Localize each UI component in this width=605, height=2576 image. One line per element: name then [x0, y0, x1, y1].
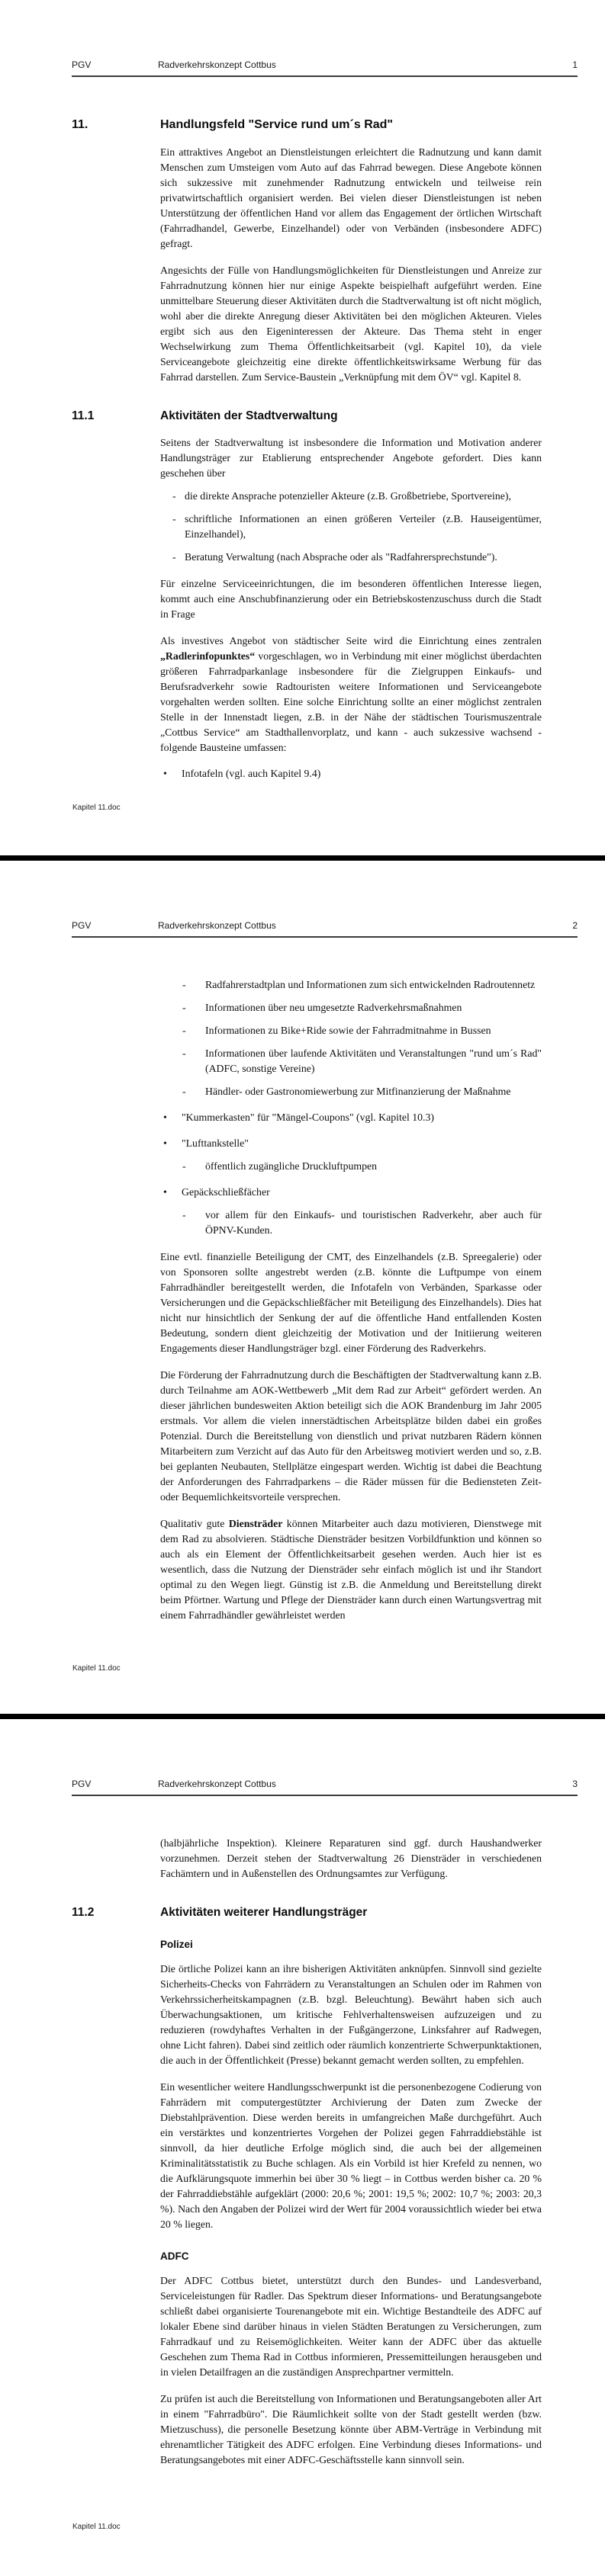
page-content: [0, 117, 605, 781]
dash-icon: -: [182, 1025, 186, 1036]
list-item: [160, 512, 542, 542]
header-page-number: 1: [572, 59, 578, 70]
list-item-text: schriftliche Informationen an einen größeren Verteiler (z.B. Hauseigentümer, Einzelhandel),: [185, 513, 542, 540]
section-heading-row: [72, 117, 605, 133]
paragraph-run: (halbjährliche Inspektion). Kleinere Reparaturen sind ggf. durch Haushandwerker vorzunehmen. Derzeit stehen der Stadtverwaltung 26 Diensträder in verschiedenen Fachämtern und in Außenstellen des Ordnungsamtes zur Verfügung.: [160, 1837, 542, 1879]
page-footer-filename: Kapitel 11.doc: [72, 804, 121, 812]
page-content: [0, 1836, 605, 2468]
dash-icon: -: [182, 1209, 186, 1221]
paragraph: [160, 1962, 542, 2068]
page-content: [0, 977, 605, 1623]
list-item-text: Informationen über neu umgesetzte Radverkehrsmaßnahmen: [205, 1002, 462, 1013]
paragraph: [160, 576, 542, 622]
bullet-icon: •: [163, 1137, 167, 1149]
list-item-text: Radfahrerstadtplan und Informationen zum sich entwickelnden Radroutennetz: [205, 979, 536, 990]
subsection-heading: Polizei: [160, 1939, 193, 1950]
list-item-text: "Lufttankstelle": [182, 1137, 249, 1149]
dash-icon: -: [172, 513, 176, 525]
page-separator: [0, 1714, 605, 1719]
document-page: [0, 1719, 605, 2576]
list-item: [182, 1208, 542, 1238]
dash-icon: -: [182, 1047, 186, 1059]
paragraph-run: vorgeschlagen, wo in Verbindung mit einer möglichst überdachten größeren Fahrradparkanlage insbesondere für die Zielgruppen Einkaufs- und Berufsradverkehr sowie Radtouristen weitere Informationen und Serviceangebote vorgehalten werden sollten. Eine solche Einrichtung sollte an einer möglichst zentralen Stelle in der Innenstadt liegen, z.B. in der Nähe der städtischen Tourismuszentrale „Cottbus Service“ am Stadthallenvorplatz, und kann - auch sukzessive wachsend - folgende Bausteine umfassen:: [160, 650, 542, 753]
list-item-text: vor allem für den Einkaufs- und touristischen Radverkehr, aber auch für ÖPNV-Kunden.: [205, 1209, 542, 1236]
section-number: 11.1: [72, 409, 95, 422]
list-item-text: Informationen über laufende Aktivitäten und Veranstaltungen "rund um´s Rad" (ADFC, sonstige Vereine): [205, 1047, 542, 1074]
paragraph-run: Eine evtl. finanzielle Beteiligung der CMT, des Einzelhandels (z.B. Spreegalerie) oder von Sponsoren sollte angestrebt werden (z.B. könnte die Luftpumpe von einem Fahrradhändler bereitgestellt werden, die Infotafeln von Verbänden, Sparkasse oder Versicherungen und die Gepäckschließfächer mit Beteiligung des Einzelhandels). Dies hat nicht nur hinsichtlich der Senkung der auf die öffentliche Hand entfallenden Kosten Bedeutung, sondern dient gleichzeitig der Motivation und der Initiierung weiteren Engagements dieser Handlungsträger bzgl. einer Förderung des Radverkehrs.: [160, 1251, 542, 1354]
paragraph-run: Die örtliche Polizei kann an ihre bisherigen Aktivitäten anknüpfen. Sinnvoll sind gezielte Sicherheits-Checks von Fahrrädern zu Veranstaltungen an Schulen oder im Rahmen von Verkehrssicherheitskampagnen (z.B. bzgl. Beleuchtung). Bewährt haben sich auch Überwachungsaktionen, um kritische Fehlverhaltensweisen aufzuzeigen und zu reduzieren (rowdyhaftes Verhalten in der Fußgängerzone, Linksfahrer auf Radwegen, ohne Licht fahren). Dabei sind zeitlich oder räumlich konzentrierte Schwerpunktaktionen, die auch in der Öffentlichkeit (Presse) bekannt gemacht werden sollten, zu empfehlen.: [160, 1963, 542, 2066]
list-item: [160, 766, 542, 781]
paragraph: [160, 1516, 542, 1623]
list-item: [182, 1046, 542, 1076]
paragraph: [160, 263, 542, 385]
paragraph-run: Ein wesentlicher weitere Handlungsschwerpunkt ist die personenbezogene Codierung von Fahrrädern mit computergestützter Archivierung der Daten zum Zwecke der Diebstahlprävention. Diese werden bereits in umfangreichen Maße durchgeführt. Auch ein verstärktes und konzentriertes Vorgehen der Polizei gegen Fahrraddiebstähle ist sinnvoll, da hier deutliche Erfolge möglich sind, die auch bei der allgemeinen Kriminalitätsstatistik zu Buche schlagen. Als ein Vorbild ist hier Krefeld zu nennen, wo die Aufklärungsquote immerhin bei über 30 % liegt – in Cottbus werden bisher ca. 20 % der Fahrraddiebstähle aufgeklärt (2000: 20,6 %; 2001: 19,5 %; 2002: 10,7 %; 2003: 20,3 %). Nach den Angaben der Polizei wird der Wert für 2004 voraussichtlich wieder bei etwa 20 % liegen.: [160, 2081, 542, 2230]
header-page-number: 3: [572, 1779, 578, 1789]
paragraph: [160, 435, 542, 481]
dash-icon: -: [182, 1160, 186, 1172]
paragraph-bold-run: „Radlerinfopunktes“: [160, 650, 256, 662]
list-item: [160, 1185, 542, 1200]
section-number: 11.: [72, 118, 88, 131]
page-header: [72, 920, 578, 938]
document-page: [0, 861, 605, 1714]
list-item: [160, 1110, 542, 1125]
header-page-number: 2: [572, 920, 578, 931]
dash-icon: -: [182, 1086, 186, 1097]
list-item-text: öffentlich zugängliche Druckluftpumpen: [205, 1160, 378, 1172]
list-item-text: Händler- oder Gastronomiewerbung zur Mitfinanzierung der Maßnahme: [205, 1086, 511, 1097]
dash-icon: -: [172, 490, 176, 502]
section-heading-row: [72, 1904, 605, 1920]
paragraph-run: Der ADFC Cottbus bietet, unterstützt durch den Bundes- und Landesverband, Serviceleistungen für Radler. Das Spektrum dieser Informations- und Beratungsangebote schließt dabei organisierte Tourenangebote mit ein. Wichtige Bestandteile des ADFC auf lokaler Ebene sind darüber hinaus in vielen Städten Beratungen zu Versicherungen, zum Fahrradkauf und zu Reisemöglichkeiten. Weiter kann der ADFC über das aktuelle Geschehen zum Thema Rad in Cottbus informieren, Pressemitteilungen herausgeben und in vielen Detailfragen an die zuständigen Ansprechpartner vermitteln.: [160, 2275, 542, 2378]
bullet-icon: •: [163, 1186, 167, 1198]
paragraph-run: Zu prüfen ist auch die Bereitstellung von Informationen und Beratungsangeboten aller Art in einem "Fahrradbüro". Die Räumlichkeit sollte von der Stadt gestellt werden (bzw. Mietzuschuss), die personelle Besetzung könnte über ABM-Verträge in Verbindung mit ehrenamtlicher Tätigkeit des ADFC erfolgen. Eine Verbindung dieses Informations- und Beratungsangebotes mit einer ADFC-Geschäftsstelle kann sinnvoll sein.: [160, 2393, 542, 2465]
header-org-label: PGV: [72, 920, 92, 931]
list-item: [182, 1159, 542, 1174]
paragraph-run: Seitens der Stadtverwaltung ist insbesondere die Information und Motivation anderer Handlungsträger zur Etablierung entsprechender Angebote gefordert. Dies kann geschehen über: [160, 437, 542, 479]
document-page: [0, 0, 605, 855]
section-title: Aktivitäten der Stadtverwaltung: [160, 409, 338, 422]
page-footer-filename: Kapitel 11.doc: [72, 1664, 121, 1673]
paragraph: [160, 1250, 542, 1356]
paragraph: [160, 1368, 542, 1505]
page-header: [72, 59, 578, 77]
paragraph-run: Als investives Angebot von städtischer Seite wird die Einrichtung eines zentralen: [160, 635, 542, 646]
header-doc-title: Radverkehrskonzept Cottbus: [158, 1779, 276, 1789]
paragraph-run: Angesichts der Fülle von Handlungsmöglichkeiten für Dienstleistungen und Anreize zur Fahrradnutzung können hier nur einige Aspekte beispielhaft aufgeführt werden. Eine unmittelbare Steuerung dieser Aktivitäten durch die Stadtverwaltung ist oft nicht möglich, wohl aber die direkte Anregung dieser Aktivitäten bei den möglichen Akteuren. Vieles ergibt sich aus den Eigeninteressen der Akteure. Das Thema steht in enger Wechselwirkung zum Thema Öffentlichkeitsarbeit (vgl. Kapitel 10), da viele Serviceangebote gleichzeitig eine direkte öffentlichkeitswirksame Werbung für das Fahrrad darstellen. Zum Service-Baustein „Verknüpfung mit dem ÖV“ vgl. Kapitel 8.: [160, 265, 542, 383]
list-item: [182, 1084, 542, 1099]
paragraph-run: Für einzelne Serviceeinrichtungen, die im besonderen öffentlichen Interesse liegen, kommt auch eine Anschubfinanzierung oder ein Betriebskostenzuschuss durch die Stadt in Frage: [160, 578, 542, 620]
paragraph: [160, 634, 542, 755]
page-footer-filename: Kapitel 11.doc: [72, 2523, 121, 2531]
section-heading-row: [72, 408, 605, 424]
paragraph: [160, 145, 542, 252]
section-title: Aktivitäten weiterer Handlungsträger: [160, 1906, 368, 1919]
section-title: Handlungsfeld "Service rund um´s Rad": [160, 118, 393, 131]
paragraph-run: können Mitarbeiter auch dazu motivieren, Dienstwege mit dem Rad zu absolvieren. Städtische Diensträder besitzen Vorbildfunktion und können so auch als ein Element der Öffentlichkeitsarbeit gesehen werden. Auch hier ist es wesentlich, dass die Nutzung der Diensträder sehr einfach möglich ist und ihr Standort optimal zu den Wegen liegt. Günstig ist z.B. die Anmeldung und Bereitstellung direkt beim Pförtner. Wartung und Pflege der Diensträder kann durch einen Wartungsvertrag mit einem Fahrradhändler gewährleistet werden: [160, 1518, 542, 1621]
header-org-label: PGV: [72, 1779, 92, 1789]
list-item-text: die direkte Ansprache potenzieller Akteure (z.B. Großbetriebe, Sportvereine),: [185, 490, 511, 502]
dash-icon: -: [182, 979, 186, 990]
dash-icon: -: [172, 551, 176, 563]
paragraph-bold-run: Diensträder: [228, 1518, 283, 1529]
dash-icon: -: [182, 1002, 186, 1013]
header-org-label: PGV: [72, 59, 92, 70]
paragraph-run: Ein attraktives Angebot an Dienstleistungen erleichtert die Radnutzung und kann damit Menschen zum Umsteigen vom Auto auf das Fahrrad bewegen. Diese Angebote können sich sukzessive mit zunehmender Radnutzung entwickeln und teilweise rein privatwirtschaftlich organisiert werden. Bei vielen dieser Dienstleistungen ist neben Unterstützung der öffentlichen Hand vor allem das Engagement der örtlichen Wirtschaft (Fahrradhandel, Gewerbe, Einzelhandel) oder von Verbänden (insbesondere ADFC) gefragt.: [160, 146, 542, 249]
list-item: [182, 977, 542, 993]
list-item-text: Gepäckschließfächer: [182, 1186, 270, 1198]
list-item-text: Beratung Verwaltung (nach Absprache oder als "Radfahrersprechstunde").: [185, 551, 497, 563]
section-number: 11.2: [72, 1906, 95, 1919]
header-doc-title: Radverkehrskonzept Cottbus: [158, 920, 276, 931]
paragraph: [160, 2392, 542, 2468]
list-item-text: Informationen zu Bike+Ride sowie der Fahrradmitnahme in Bussen: [205, 1025, 491, 1036]
bullet-icon: •: [163, 1112, 167, 1123]
list-item: [160, 489, 542, 504]
list-item-text: Infotafeln (vgl. auch Kapitel 9.4): [182, 768, 321, 779]
header-doc-title: Radverkehrskonzept Cottbus: [158, 59, 276, 70]
paragraph-run: Qualitativ gute: [160, 1518, 229, 1529]
list-item-text: "Kummerkasten" für "Mängel-Coupons" (vgl. Kapitel 10.3): [182, 1112, 434, 1123]
paragraph: [160, 1836, 542, 1881]
paragraph: [160, 2273, 542, 2380]
bullet-icon: •: [163, 768, 167, 779]
list-item: [182, 1000, 542, 1015]
paragraph: [160, 2080, 542, 2232]
list-item: [160, 550, 542, 565]
paragraph-run: Die Förderung der Fahrradnutzung durch die Beschäftigten der Stadtverwaltung kann z.B. durch Teilnahme am AOK-Wettbewerb „Mit dem Rad zur Arbeit“ gefördert werden. An dieser jährlichen bundesweiten Aktion beteiligt sich die AOK Brandenburg im Jahr 2005 erstmals. Vor allem die vielen innerstädtischen Arbeitsplätze bilden dabei ein großes Potenzial. Durch die Bereitstellung von dienstlich und privat nutzbaren Rädern können Mitarbeitern zum Verzicht auf das Auto für den Arbeitsweg motiviert werden und so, z.B. bei geplanten Neubauten, Stellplätze eingespart werden. Wichtig ist dabei die Beachtung der Anforderungen des Fahrradparkens – die Räder müssen für die Bediensteten Zeit- oder Bequemlichkeitsvorteile versprechen.: [160, 1369, 542, 1503]
page-separator: [0, 855, 605, 861]
page-header: [72, 1779, 578, 1796]
list-item: [160, 1136, 542, 1151]
subsection-heading: ADFC: [160, 2250, 189, 2262]
list-item: [182, 1023, 542, 1038]
